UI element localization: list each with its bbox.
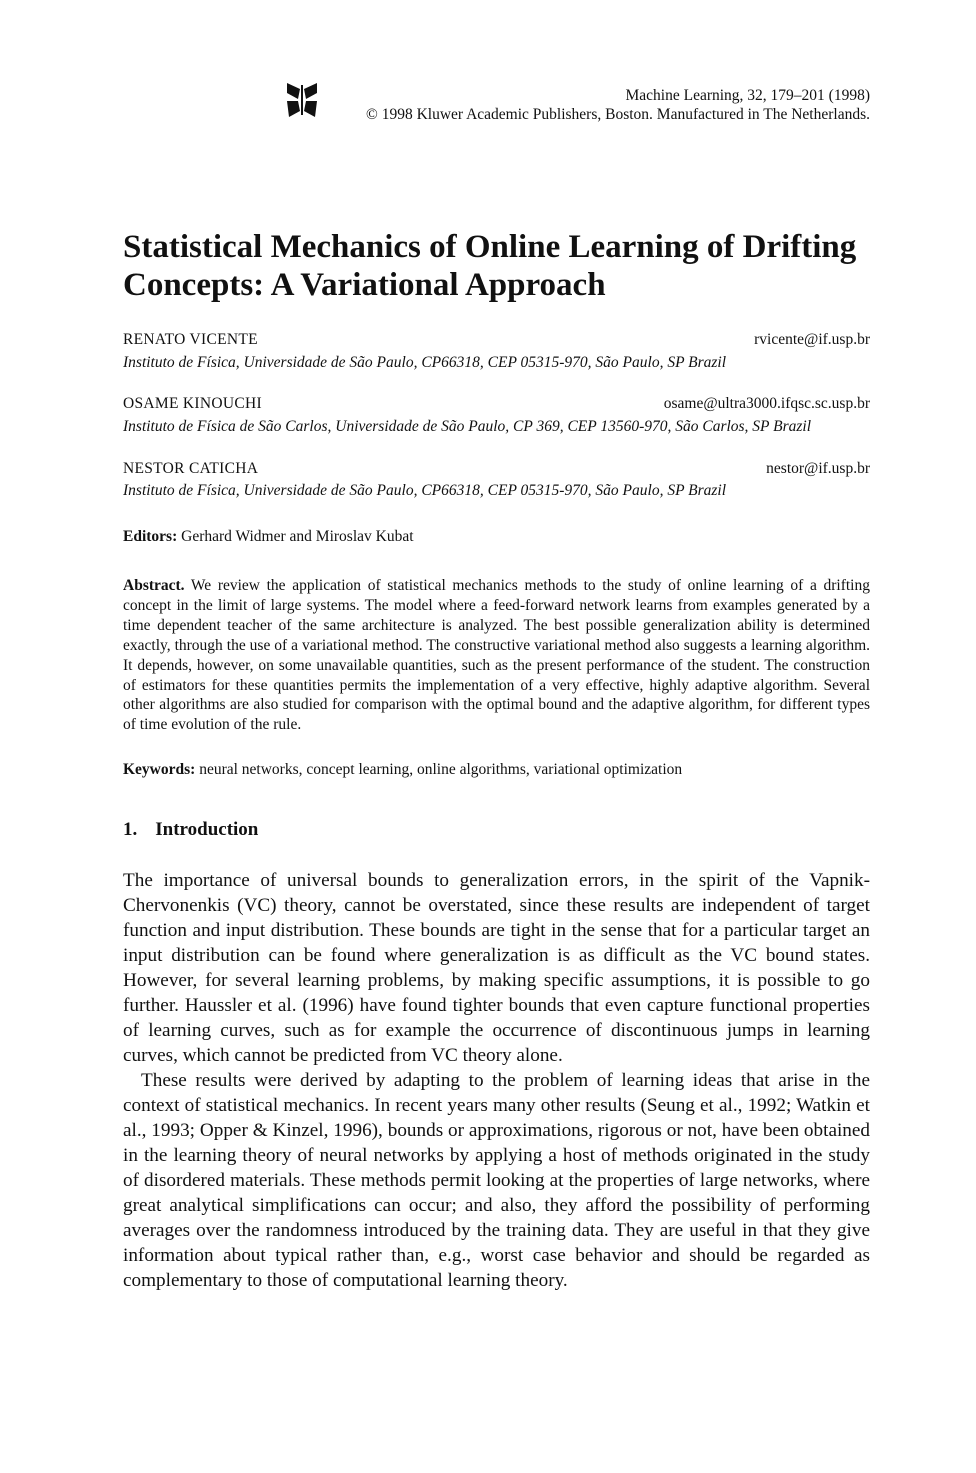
author-email[interactable]: rvicente@if.usp.br [754, 331, 870, 348]
keywords-line [123, 760, 870, 779]
abstract-text: We review the application of statistical mechanics methods to the study of online learning of a drifting concept in the limit of large systems. The model where a feed-forward network learns from examples generated by a time dependent teacher of the same architecture is analyzed. The best possible generalization ability is determined exactly, through the use of a variational method. The constructive variational method also suggests a learning algorithm. It depends, however, on some unavailable quantities, such as the present performance of the student. The construction of estimators for these quantities permits the implementation of a very effective, highly adaptive algorithm. Several other algorithms are also studied for comparison with the optimal bound and the adaptive algorithm, for different types of time evolution of the rule. [123, 577, 870, 734]
keywords-label: Keywords: [123, 761, 196, 778]
author-name: NESTOR CATICHA [123, 460, 259, 477]
keywords-text: neural networks, concept learning, online algorithms, variational optimization [199, 761, 683, 778]
body-paragraph-1: The importance of universal bounds to generalization errors, in the spirit of the Vapnik-Chervonenkis (VC) theory, cannot be overstated, since these results are independent of target function and input distribution. These bounds are tight in the sense that for a particular target an input distribution can be found where generalization is as difficult as the VC bound states. However, for several learning problems, by making specific assumptions, it is possible to go further. Haussler et al. (1996) have found tighter bounds that even capture functional properties of learning curves, such as for example the occurrence of discontinuous jumps in learning curves, which cannot be predicted from VC theory alone. [123, 870, 870, 1066]
author-1 [123, 330, 870, 349]
editors-names: Gerhard Widmer and Miroslav Kubat [181, 528, 414, 545]
author-affiliation: Instituto de Física de São Carlos, Universidade de São Paulo, CP 369, CEP 13560-970, São Carlos, SP Brazil [123, 418, 812, 435]
section-number: 1. [123, 819, 138, 840]
abstract [123, 576, 870, 735]
journal-header [366, 86, 870, 124]
body-paragraph-2: These results were derived by adapting to the problem of learning ideas that arise in the context of statistical mechanics. In recent years many other results (Seung et al., 1992; Watkin et al., 1993; Opper & Kinzel, 1996), bounds or approximations, rigorous or not, have been obtained in the learning theory of neural networks by applying a host of methods originated in the study of disordered materials. These methods permit looking at the properties of large networks, where great analytical simplifications can occur; and also, they afford the possibility of performing averages over the randomness introduced by the training data. They are useful in that they give information about typical rather than, e.g., worst case behavior and should be regarded as complementary to those of computational learning theory. [123, 1070, 870, 1291]
author-3 [123, 459, 870, 478]
author-email[interactable]: nestor@if.usp.br [766, 460, 870, 477]
author-affiliation: Instituto de Física, Universidade de São Paulo, CP66318, CEP 05315-970, São Paulo, SP Brazil [123, 354, 727, 371]
author-2 [123, 394, 870, 413]
copyright-notice: © 1998 Kluwer Academic Publishers, Boston. Manufactured in The Netherlands. [366, 106, 870, 123]
title-line-1: Statistical Mechanics of Online Learning of Drifting [123, 229, 857, 265]
author-email[interactable]: osame@ultra3000.ifqsc.sc.usp.br [663, 395, 870, 412]
section-title: Introduction [155, 819, 259, 840]
author-name: OSAME KINOUCHI [123, 395, 262, 412]
journal-citation: Machine Learning, 32, 179–201 (1998) [625, 87, 870, 104]
author-affiliation: Instituto de Física, Universidade de São Paulo, CP66318, CEP 05315-970, São Paulo, SP Brazil [123, 482, 727, 499]
editors-line [123, 527, 414, 546]
title-line-2: Concepts: A Variational Approach [123, 267, 606, 303]
publisher-logo-icon [285, 81, 319, 119]
author-name: RENATO VICENTE [123, 331, 258, 348]
paper-title [123, 228, 883, 304]
editors-label: Editors: [123, 528, 178, 545]
section-heading [123, 818, 258, 842]
abstract-label: Abstract. [123, 577, 185, 594]
